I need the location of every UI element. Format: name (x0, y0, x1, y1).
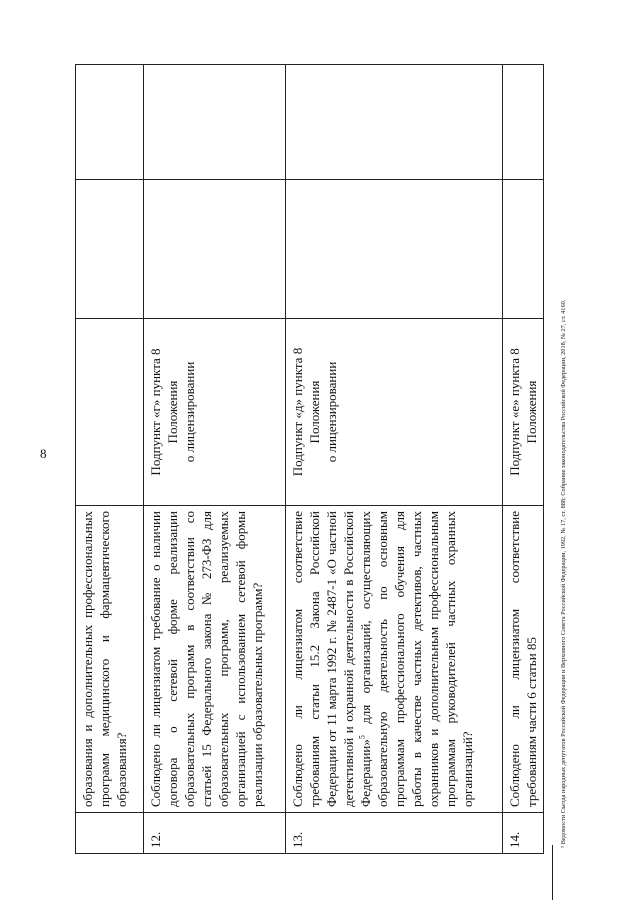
footnote-mark: 5 (357, 735, 367, 740)
row-number: 13. (286, 813, 503, 854)
question-cell: Соблюдено ли лицензиатом соответствие требованиям части 6 статьи 85 (503, 506, 544, 813)
question-cell (286, 506, 503, 813)
empty-cell (144, 180, 286, 319)
page-number: 8 (40, 446, 47, 461)
empty-cell (286, 180, 503, 319)
reference-cell (76, 319, 144, 506)
row-number: 14. (503, 813, 544, 854)
reference-cell (503, 319, 544, 506)
footnote-divider (552, 845, 553, 900)
empty-cell (503, 65, 544, 180)
reference-line: о лицензировании (182, 361, 197, 463)
table-row (76, 65, 144, 854)
reference-cell (286, 319, 503, 506)
reference-cell (144, 319, 286, 506)
empty-cell (76, 180, 144, 319)
question-text-rest: для организаций, осуществляющих образовательную деятельность по основным программам профессионального обучения для работы в качестве частных детективов, частных охранников и дополнительным профессиональным программам руководителей частных охранных организаций? (358, 511, 475, 807)
checklist-table (75, 64, 544, 854)
empty-cell (76, 65, 144, 180)
empty-cell (144, 65, 286, 180)
reference-line: Подпункт «е» пункта 8 (507, 348, 522, 476)
row-number (76, 813, 144, 854)
footnote-text: ⁵ Ведомости Съезда народных депутатов Российской Федерации и Верховного Совета Российской Федерации, 1992, № 17, ст. 888; Собрание законодательства Российской Федерации, 2018, № 27, ст. 4160. (560, 299, 567, 848)
empty-cell (503, 180, 544, 319)
table-row (286, 65, 503, 854)
reference-line: Положения (165, 380, 180, 444)
question-cell: образования и дополнительных профессиональных программ медицинского и фармацевтического образования? (76, 506, 144, 813)
rotated-table-frame (75, 64, 540, 854)
question-text: Соблюдено ли лицензиатом соответствие требованиям статьи 15.2 Закона Российской Федерации от 11 марта 1992 г. № 2487-1 «О частной детективной и охранной деятельности в Российской Федерации» (290, 511, 373, 807)
reference-line: Подпункт «г» пункта 8 (148, 348, 163, 476)
reference-line: Положения (307, 380, 322, 444)
question-cell: Соблюдено ли лицензиатом требование о наличии договора о сетевой форме реализации образовательных программ в соответствии со статьей 15 Федерального закона № 273-ФЗ для образовательных программ, реализуемых организацией с использованием сетевой формы реализации образовательных программ? (144, 506, 286, 813)
table-row (144, 65, 286, 854)
reference-line: о лицензировании (324, 361, 339, 463)
row-number: 12. (144, 813, 286, 854)
reference-line: Подпункт «д» пункта 8 (290, 347, 305, 477)
reference-line: Положения (524, 380, 539, 444)
table-row (503, 65, 544, 854)
empty-cell (286, 65, 503, 180)
